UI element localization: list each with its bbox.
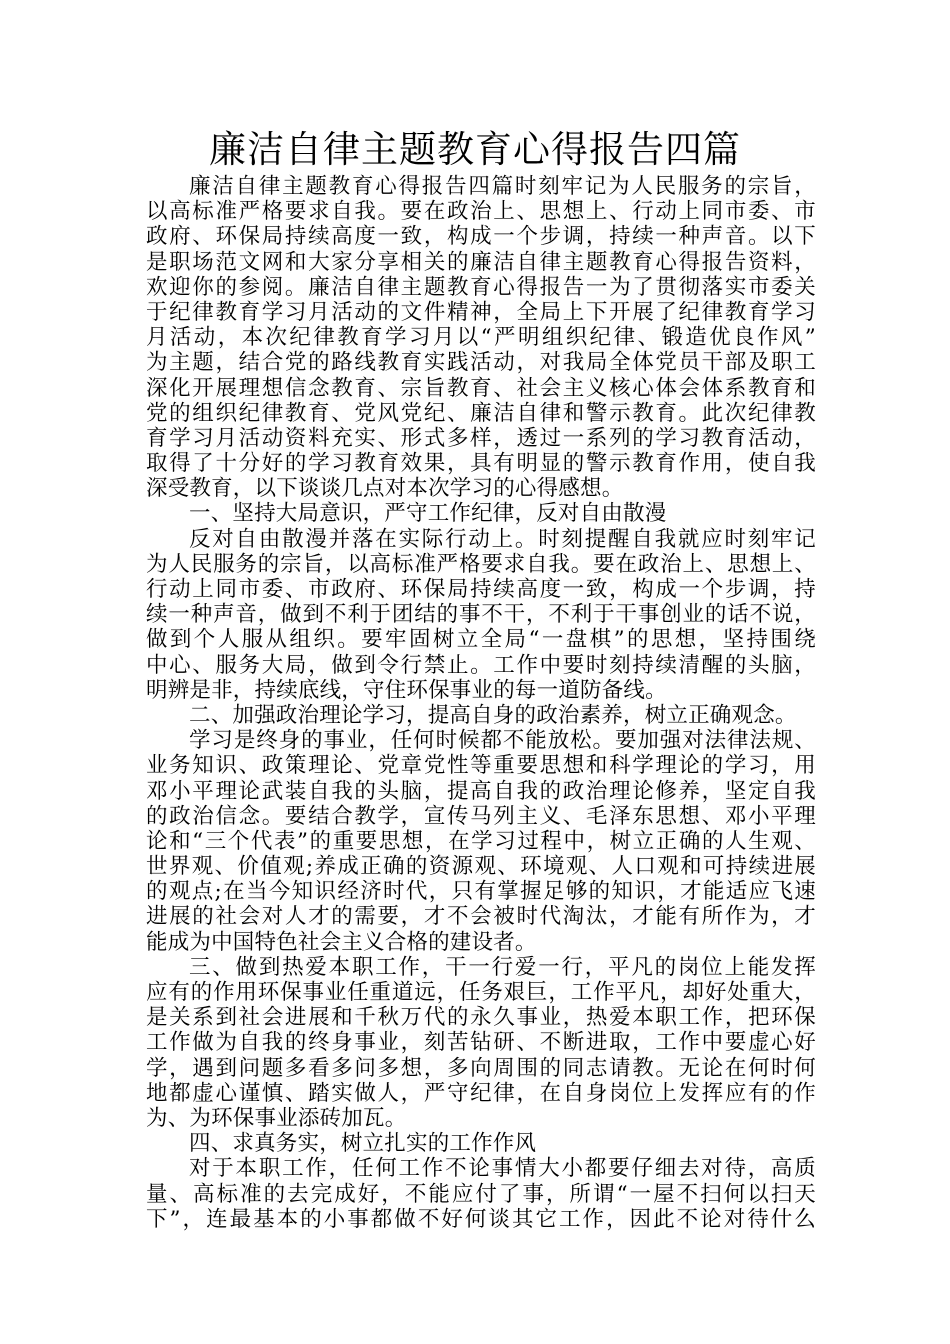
text-line: 是职场范文网和大家分享相关的廉洁自律主题教育心得报告资料， bbox=[146, 249, 816, 275]
text-line: 月活动，本次纪律教育学习月以“严明组织纪律、锻造优良作风” bbox=[146, 325, 816, 351]
text-line: 政府、环保局持续高度一致，构成一个步调，持续一种声音。以下 bbox=[146, 224, 816, 250]
text-line: 为、为环保事业添砖加瓦。 bbox=[146, 1105, 407, 1131]
text-line: 进展的社会对人才的需要，才不会被时代淘汰，才能有所作为，才 bbox=[146, 904, 816, 930]
text-line: 对于本职工作，任何工作不论事情大小都要仔细去对待，高质 bbox=[189, 1156, 816, 1182]
section-heading: 三、做到热爱本职工作，干一行爱一行，平凡的岗位上能发挥 bbox=[189, 954, 816, 980]
text-line: 以高标准严格要求自我。要在政治上、思想上、行动上同市委、市 bbox=[146, 199, 816, 225]
text-line: 反对自由散漫并落在实际行动上。时刻提醒自我就应时刻牢记 bbox=[189, 526, 816, 552]
text-line: 欢迎你的参阅。廉洁自律主题教育心得报告一为了贯彻落实市委关 bbox=[146, 274, 816, 300]
section-heading: 一、坚持大局意识，严守工作纪律，反对自由散漫 bbox=[189, 501, 667, 527]
text-line: 为人民服务的宗旨，以高标准严格要求自我。要在政治上、思想上、 bbox=[146, 551, 816, 577]
text-line: 工作做为自我的终身事业，刻苦钻研、不断进取，工作中要虚心好 bbox=[146, 1030, 816, 1056]
text-line: 为主题，结合党的路线教育实践活动，对我局全体党员干部及职工 bbox=[146, 350, 816, 376]
document-body bbox=[146, 174, 816, 1232]
text-line: 地都虚心谨慎、踏实做人，严守纪律，在自身岗位上发挥应有的作 bbox=[146, 1080, 816, 1106]
text-line: 下”，连最基本的小事都做不好何谈其它工作，因此不论对待什么 bbox=[146, 1206, 816, 1232]
text-line: 行动上同市委、市政府、环保局持续高度一致，构成一个步调，持 bbox=[146, 577, 816, 602]
text-line: 的政治信念。要结合教学，宣传马列主义、毛泽东思想、邓小平理 bbox=[146, 803, 816, 829]
text-line: 学，遇到问题多看多问多想，多向周围的同志请教。无论在何时何 bbox=[146, 1055, 816, 1081]
text-line: 世界观、价值观;养成正确的资源观、环境观、人口观和可持续进展 bbox=[146, 854, 816, 880]
text-line: 论和“三个代表”的重要思想，在学习过程中，树立正确的人生观、 bbox=[146, 828, 816, 854]
text-line: 学习是终身的事业，任何时候都不能放松。要加强对法律法规、 bbox=[189, 728, 816, 754]
section-heading: 四、求真务实，树立扎实的工作作风 bbox=[189, 1131, 537, 1157]
text-line: 廉洁自律主题教育心得报告四篇时刻牢记为人民服务的宗旨， bbox=[189, 174, 816, 199]
document-title: 廉洁自律主题教育心得报告四篇 bbox=[209, 128, 741, 171]
text-line: 育学习月活动资料充实、形式多样，透过一系列的学习教育活动， bbox=[146, 425, 816, 451]
text-line: 应有的作用环保事业任重道远，任务艰巨，工作平凡，却好处重大， bbox=[146, 980, 816, 1005]
text-line: 明辨是非，持续底线，守住环保事业的每一道防备线。 bbox=[146, 677, 667, 703]
text-line: 取得了十分好的学习教育效果，具有明显的警示教育作用，使自我 bbox=[146, 451, 816, 477]
text-line: 的观点;在当今知识经济时代，只有掌握足够的知识，才能适应飞速 bbox=[146, 879, 816, 905]
text-line: 是关系到社会进展和千秋万代的永久事业，热爱本职工作，把环保 bbox=[146, 1005, 816, 1031]
text-line: 续一种声音，做到不利于团结的事不干，不利于干事创业的话不说， bbox=[146, 602, 816, 628]
text-line: 于纪律教育学习月活动的文件精神，全局上下开展了纪律教育学习 bbox=[146, 299, 816, 325]
text-line: 深化开展理想信念教育、宗旨教育、社会主义核心体会体系教育和 bbox=[146, 375, 816, 401]
text-line: 中心、服务大局，做到令行禁止。工作中要时刻持续清醒的头脑， bbox=[146, 652, 816, 678]
text-line: 深受教育，以下谈谈几点对本次学习的心得感想。 bbox=[146, 476, 624, 502]
text-line: 业务知识、政策理论、党章党性等重要思想和科学理论的学习，用 bbox=[146, 753, 816, 779]
text-line: 邓小平理论武装自我的头脑，提高自我的政治理论修养，坚定自我 bbox=[146, 778, 816, 804]
text-line: 党的组织纪律教育、党风党纪、廉洁自律和警示教育。此次纪律教 bbox=[146, 400, 816, 426]
text-line: 量、高标准的去完成好，不能应付了事，所谓“一屋不扫何以扫天 bbox=[146, 1181, 816, 1207]
text-line: 做到个人服从组织。要牢固树立全局“一盘棋”的思想，坚持围绕 bbox=[146, 627, 816, 653]
text-line: 能成为中国特色社会主义合格的建设者。 bbox=[146, 929, 537, 955]
section-heading: 二、加强政治理论学习，提高自身的政治素养，树立正确观念。 bbox=[189, 702, 797, 728]
